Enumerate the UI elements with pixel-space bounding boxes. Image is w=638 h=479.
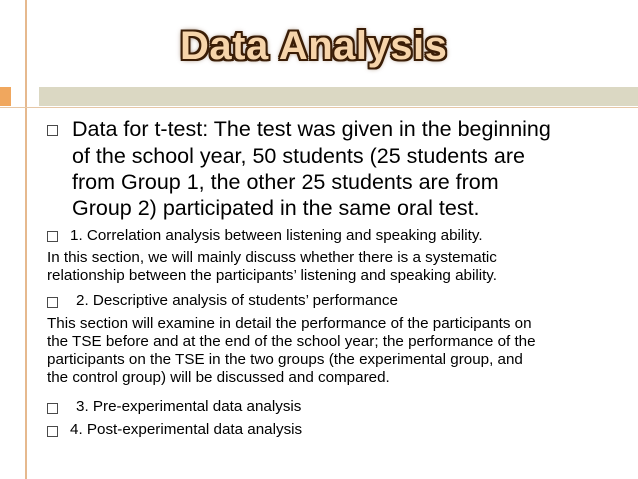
main-bullet-line-4: Group 2) participated in the same oral test. xyxy=(72,196,480,220)
item-2-label: 2. Descriptive analysis of students’ performance xyxy=(76,292,398,309)
item-4-label: 4. Post-experimental data analysis xyxy=(70,421,303,438)
square-bullet-icon xyxy=(47,403,58,414)
main-bullet-line-2: of the school year, 50 students (25 students are xyxy=(72,144,525,168)
square-bullet-icon xyxy=(47,297,58,308)
para-1-line-1: In this section, we will mainly discuss whether there is a systematic xyxy=(47,249,497,266)
main-bullet-line-1: Data for t-test: The test was given in the beginning xyxy=(72,117,551,141)
para-2-line-2: the TSE before and at the end of the school year; the performance of the xyxy=(47,333,536,350)
item-1-label: 1. Correlation analysis between listening and speaking ability. xyxy=(70,227,483,244)
main-bullet-line-3: from Group 1, the other 25 students are from xyxy=(72,170,499,194)
para-2-line-3: participants on the TSE in the two groups (the experimental group, and xyxy=(47,351,523,368)
item-3-label: 3. Pre-experimental data analysis xyxy=(76,398,302,415)
slide-title: Data Analysis xyxy=(180,24,448,68)
square-bullet-icon xyxy=(47,125,58,136)
para-1-line-2: relationship between the participants’ listening and speaking ability. xyxy=(47,267,497,284)
para-2-line-4: the control group) will be discussed and compared. xyxy=(47,369,390,386)
square-bullet-icon xyxy=(47,426,58,437)
square-bullet-icon xyxy=(47,231,58,242)
para-2-line-1: This section will examine in detail the performance of the participants on xyxy=(47,315,532,332)
